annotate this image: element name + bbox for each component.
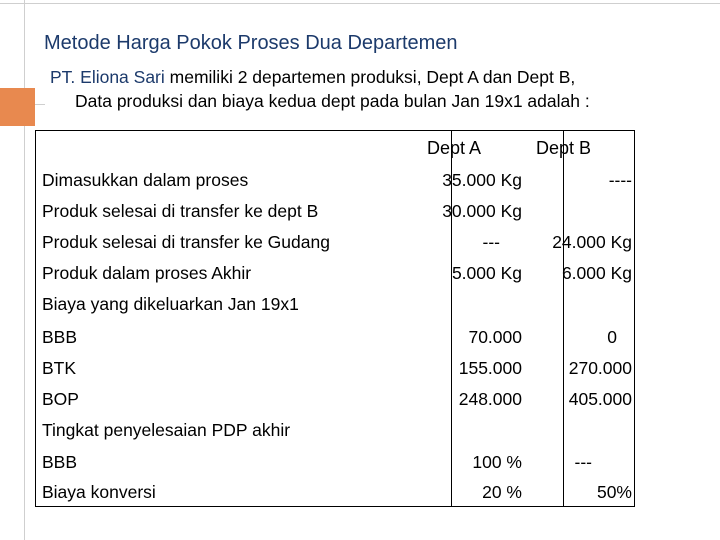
row-value-dept-a: --- <box>482 232 500 252</box>
row-value-dept-a: 155.000 <box>458 358 522 378</box>
intro-line-1-text: memiliki 2 departemen produksi, Dept A dan Dept B, <box>164 67 576 87</box>
row-value-dept-a: 70.000 <box>468 327 522 347</box>
row-value-dept-b: 6.000 Kg <box>561 263 632 283</box>
row-value-dept-b: ---- <box>608 170 632 190</box>
column-divider-b <box>563 131 564 506</box>
header-dept-b: Dept B <box>536 138 592 158</box>
row-label: Biaya konversi <box>42 482 156 502</box>
row-value-dept-b: --- <box>574 452 592 472</box>
row-label: BBB <box>42 452 78 472</box>
row-value-dept-a: 5.000 Kg <box>451 263 522 283</box>
row-label: Produk selesai di transfer ke Gudang <box>42 232 330 252</box>
orange-accent-block <box>0 88 35 126</box>
slide-title: Metode Harga Pokok Proses Dua Departemen <box>44 32 458 54</box>
top-divider-line <box>0 3 720 4</box>
row-value-dept-b: 405.000 <box>568 389 632 409</box>
row-label: BTK <box>42 358 77 378</box>
row-value-dept-b: 50% <box>596 482 632 502</box>
row-value-dept-a: 100 % <box>472 452 522 472</box>
row-value-dept-b: 270.000 <box>568 358 632 378</box>
row-label: Produk selesai di transfer ke dept B <box>42 201 319 221</box>
section-label-costs: Biaya yang dikeluarkan Jan 19x1 <box>42 294 299 314</box>
row-value-dept-b: 24.000 Kg <box>552 232 632 252</box>
row-label: Dimasukkan dalam proses <box>42 170 249 190</box>
header-dept-a: Dept A <box>427 138 482 158</box>
row-value-dept-a: 20 % <box>482 482 522 502</box>
row-label: BOP <box>42 389 79 409</box>
intro-line-1 <box>50 67 575 88</box>
row-label: BBB <box>42 327 78 347</box>
row-value-dept-a: 248.000 <box>458 389 522 409</box>
intro-line-2: Data produksi dan biaya kedua dept pada bulan Jan 19x1 adalah : <box>75 91 590 111</box>
row-value-dept-a: 30.000 Kg <box>442 201 522 221</box>
accent-connector-line <box>35 104 45 105</box>
row-value-dept-b: 0 <box>607 327 617 347</box>
company-name: PT. Eliona Sari <box>50 67 165 87</box>
section-label-completion: Tingkat penyelesaian PDP akhir <box>42 420 291 440</box>
row-label: Produk dalam proses Akhir <box>42 263 252 283</box>
row-value-dept-a: 35.000 Kg <box>442 170 522 190</box>
left-vertical-line <box>24 0 25 540</box>
